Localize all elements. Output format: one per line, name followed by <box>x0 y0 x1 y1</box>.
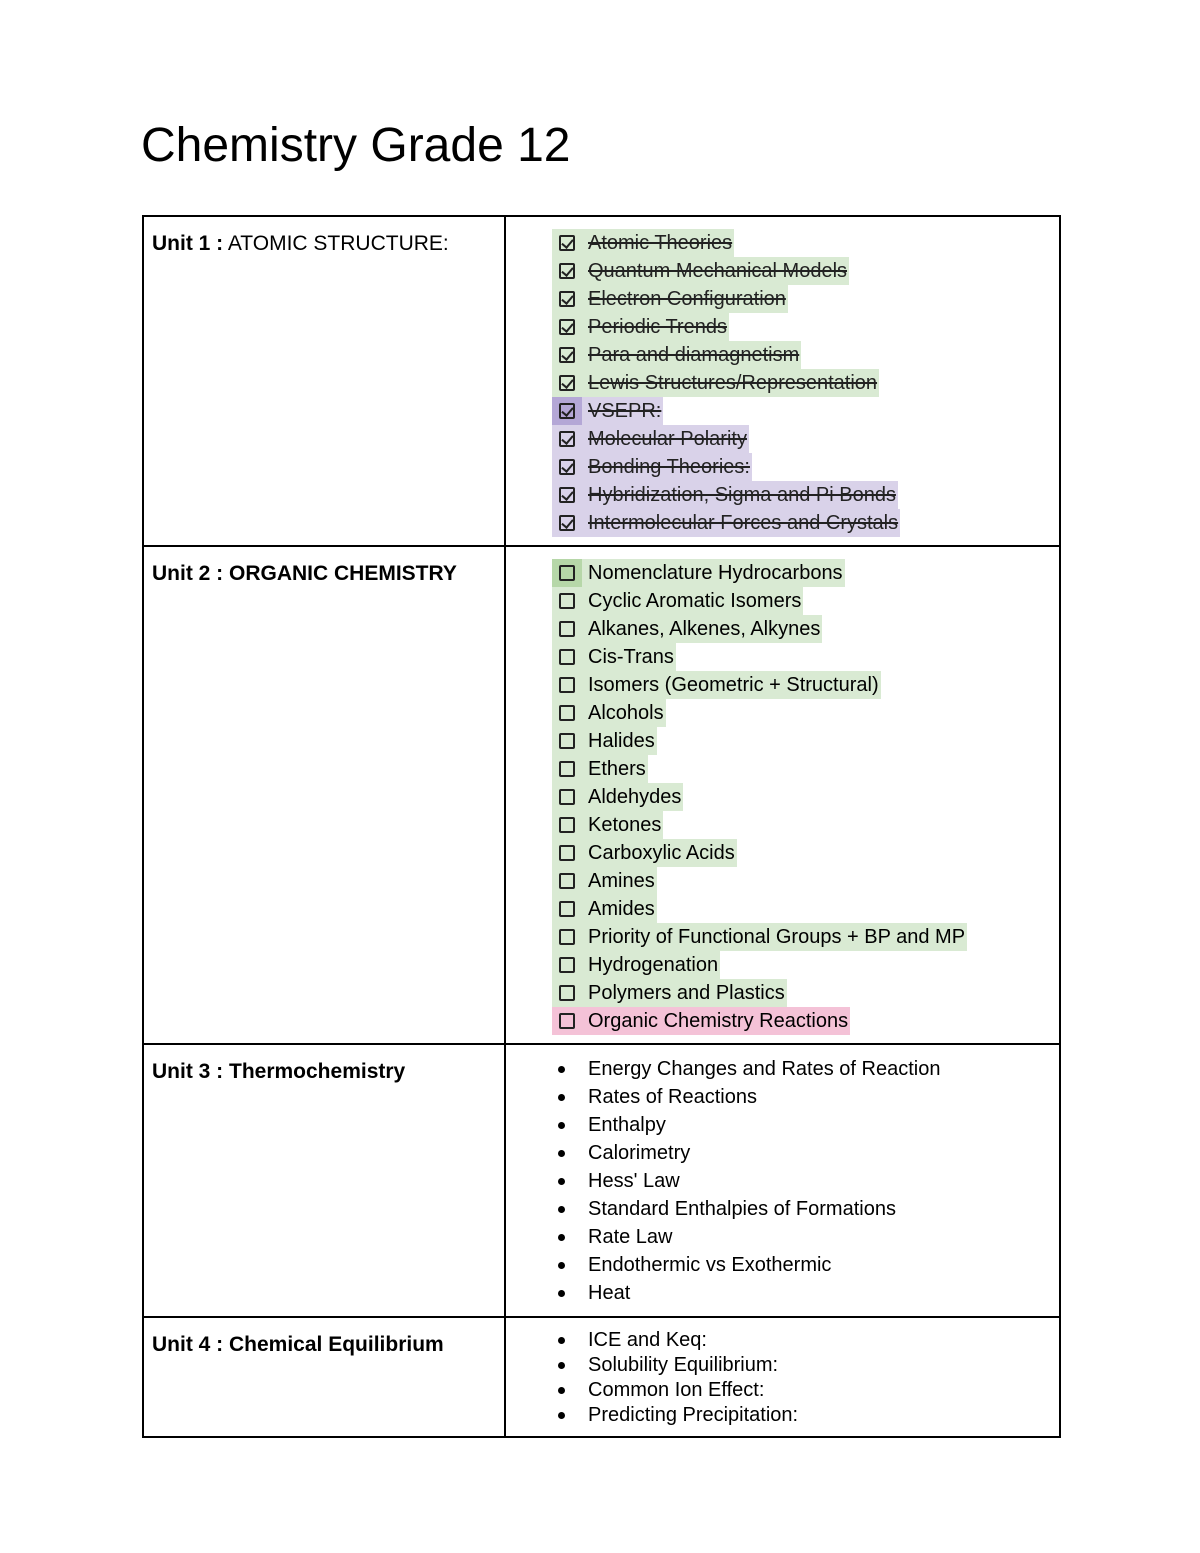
checklist-item-highlight <box>552 425 749 453</box>
checklist-item <box>552 979 1059 1007</box>
checklist-item-highlight <box>552 229 734 257</box>
checkbox-wrapper[interactable] <box>552 839 582 867</box>
checklist-item-highlight <box>552 951 720 979</box>
checklist-item <box>552 867 1059 895</box>
checked-checkbox-icon[interactable] <box>559 431 575 447</box>
unchecked-checkbox-icon[interactable] <box>559 593 575 609</box>
unit-2-title: Unit 2 : ORGANIC CHEMISTRY <box>152 562 457 585</box>
unit-label-cell <box>143 216 505 546</box>
bullet-item <box>552 1251 1059 1279</box>
checklist-item <box>552 257 1059 285</box>
unchecked-checkbox-icon[interactable] <box>559 901 575 917</box>
checklist-item <box>552 397 1059 425</box>
bullet-item-label: Heat <box>588 1281 631 1304</box>
checklist-item-highlight <box>552 257 849 285</box>
page-title: Chemistry Grade 12 <box>141 119 571 172</box>
unchecked-checkbox-icon[interactable] <box>559 733 575 749</box>
checklist-item-label: Quantum Mechanical Models <box>588 259 848 282</box>
checklist-item <box>552 895 1059 923</box>
unchecked-checkbox-icon[interactable] <box>559 873 575 889</box>
checked-checkbox-icon[interactable] <box>559 347 575 363</box>
checklist-item <box>552 425 1059 453</box>
checked-checkbox-icon[interactable] <box>559 403 575 419</box>
bullet-item-label: Predicting Precipitation: <box>588 1404 799 1426</box>
bullet-item-label: Standard Enthalpies of Formations <box>588 1197 896 1220</box>
unit-4-title: Unit 4 : Chemical Equilibrium <box>152 1333 444 1356</box>
checklist-item <box>552 369 1059 397</box>
checked-checkbox-icon[interactable] <box>559 487 575 503</box>
bullet-item-label: Common Ion Effect: <box>588 1379 765 1401</box>
checklist-item-highlight <box>552 453 752 481</box>
checklist-item-label: Molecular Polarity <box>588 427 747 450</box>
bullet-item <box>552 1139 1059 1167</box>
checkbox-wrapper[interactable] <box>552 1007 582 1035</box>
checkbox-wrapper[interactable] <box>552 755 582 783</box>
unchecked-checkbox-icon[interactable] <box>559 929 575 945</box>
checklist-item-highlight <box>552 587 803 615</box>
checklist-item <box>552 699 1059 727</box>
checked-checkbox-icon[interactable] <box>559 263 575 279</box>
checklist-item-highlight <box>552 755 648 783</box>
checked-checkbox-icon[interactable] <box>559 235 575 251</box>
checkbox-wrapper[interactable] <box>552 509 582 537</box>
checklist-item <box>552 229 1059 257</box>
unchecked-checkbox-icon[interactable] <box>559 789 575 805</box>
checklist-item-highlight <box>552 839 737 867</box>
checklist-item-label: Halides <box>588 729 655 752</box>
checklist-item <box>552 783 1059 811</box>
unchecked-checkbox-icon[interactable] <box>559 761 575 777</box>
unit-1-checklist <box>506 217 1059 545</box>
checklist-item <box>552 509 1059 537</box>
bullet-item-label: Rate Law <box>588 1225 673 1248</box>
bullet-item <box>552 1353 1059 1378</box>
bullet-icon <box>558 1150 565 1157</box>
checklist-item <box>552 951 1059 979</box>
unit-4-label <box>144 1318 504 1358</box>
checklist-item-label: Nomenclature Hydrocarbons <box>588 561 843 584</box>
checklist-item-label: Isomers (Geometric + Structural) <box>588 673 879 696</box>
checklist-item-label: Atomic Theories <box>588 231 733 254</box>
checklist-item <box>552 481 1059 509</box>
checklist-item-highlight <box>552 341 801 369</box>
bullet-icon <box>558 1412 565 1419</box>
checkbox-wrapper[interactable] <box>552 559 582 587</box>
bullet-item-label: Endothermic vs Exothermic <box>588 1253 832 1276</box>
checkbox-wrapper[interactable] <box>552 671 582 699</box>
checklist-item <box>552 727 1059 755</box>
checklist-item-highlight <box>552 699 666 727</box>
bullet-item-label: Hess' Law <box>588 1169 680 1192</box>
bullet-icon <box>558 1337 565 1344</box>
checklist-item-label: Cyclic Aromatic Isomers <box>588 589 802 612</box>
bullet-icon <box>558 1387 565 1394</box>
unit-topics-cell <box>505 1317 1060 1437</box>
unit-row <box>143 1044 1060 1317</box>
unit-1-label <box>144 217 504 257</box>
unit-topics-cell <box>505 216 1060 546</box>
unit-2-label <box>144 547 504 587</box>
bullet-icon <box>558 1290 565 1297</box>
checklist-item-label: Alkanes, Alkenes, Alkynes <box>588 617 821 640</box>
checklist-item-highlight <box>552 811 663 839</box>
unit-row <box>143 546 1060 1044</box>
checkbox-wrapper[interactable] <box>552 643 582 671</box>
checklist-item-highlight <box>552 313 729 341</box>
bullet-item <box>552 1279 1059 1307</box>
checklist-item <box>552 313 1059 341</box>
checkbox-wrapper[interactable] <box>552 727 582 755</box>
checklist-item-highlight <box>552 923 967 951</box>
checklist-item-label: Lewis Structures/Representation <box>588 371 878 394</box>
checklist-item-label: Intermolecular Forces and Crystals <box>588 511 899 534</box>
checklist-item-label: Amides <box>588 897 655 920</box>
checkbox-wrapper[interactable] <box>552 341 582 369</box>
checklist-item-label: Aldehydes <box>588 785 682 808</box>
checkbox-wrapper[interactable] <box>552 867 582 895</box>
checkbox-wrapper[interactable] <box>552 587 582 615</box>
unit-row <box>143 216 1060 546</box>
checkbox-wrapper[interactable] <box>552 783 582 811</box>
bullet-icon <box>558 1206 565 1213</box>
checkbox-wrapper[interactable] <box>552 811 582 839</box>
checklist-item-highlight <box>552 895 657 923</box>
unchecked-checkbox-icon[interactable] <box>559 845 575 861</box>
bullet-item <box>552 1195 1059 1223</box>
checklist-item-highlight <box>552 285 788 313</box>
checkbox-wrapper[interactable] <box>552 369 582 397</box>
checklist-item-highlight <box>552 1007 850 1035</box>
checkbox-wrapper[interactable] <box>552 229 582 257</box>
unit-4-bullet-list <box>506 1318 1059 1436</box>
bullet-icon <box>558 1234 565 1241</box>
units-table <box>142 215 1061 1438</box>
bullet-icon <box>558 1094 565 1101</box>
checkbox-wrapper[interactable] <box>552 979 582 1007</box>
checklist-item-highlight <box>552 671 881 699</box>
checkbox-wrapper[interactable] <box>552 425 582 453</box>
checklist-item-label: Para and diamagnetism <box>588 343 800 366</box>
checklist-item <box>552 341 1059 369</box>
checkbox-wrapper[interactable] <box>552 895 582 923</box>
unit-label-cell <box>143 1044 505 1317</box>
unit-3-bullet-list <box>506 1045 1059 1315</box>
checkbox-wrapper[interactable] <box>552 699 582 727</box>
bullet-item <box>552 1328 1059 1353</box>
checklist-item <box>552 839 1059 867</box>
unit-1-title: ATOMIC STRUCTURE: <box>223 232 449 255</box>
checklist-item <box>552 587 1059 615</box>
bullet-item <box>552 1055 1059 1083</box>
checklist-item-label: Priority of Functional Groups + BP and MP <box>588 925 966 948</box>
checklist-item-highlight <box>552 369 879 397</box>
bullet-item <box>552 1167 1059 1195</box>
checklist-item-label: Electron Configuration <box>588 287 786 310</box>
checked-checkbox-icon[interactable] <box>559 515 575 531</box>
checklist-item <box>552 453 1059 481</box>
checked-checkbox-icon[interactable] <box>559 291 575 307</box>
unit-3-label <box>144 1045 504 1085</box>
unit-2-checklist <box>506 547 1059 1043</box>
checklist-item-highlight <box>552 979 787 1007</box>
unit-3-title: Unit 3 : Thermochemistry <box>152 1060 406 1083</box>
unit-label-cell <box>143 546 505 1044</box>
checkbox-wrapper[interactable] <box>552 481 582 509</box>
checklist-item-highlight <box>552 509 900 537</box>
unchecked-checkbox-icon[interactable] <box>559 621 575 637</box>
checked-checkbox-icon[interactable] <box>559 375 575 391</box>
checklist-item-label: Bonding Theories: <box>588 455 750 478</box>
checklist-item-label: Carboxylic Acids <box>588 841 735 864</box>
checkbox-wrapper[interactable] <box>552 313 582 341</box>
bullet-icon <box>558 1066 565 1073</box>
checklist-item-highlight <box>552 727 657 755</box>
checkbox-wrapper[interactable] <box>552 257 582 285</box>
checklist-item-highlight <box>552 481 898 509</box>
checkbox-wrapper[interactable] <box>552 615 582 643</box>
unchecked-checkbox-icon[interactable] <box>559 649 575 665</box>
checklist-item-label: Organic Chemistry Reactions <box>588 1009 849 1032</box>
unit-1-number: Unit 1 : <box>152 232 224 255</box>
unchecked-checkbox-icon[interactable] <box>559 1013 575 1029</box>
checklist-item-highlight <box>552 783 683 811</box>
unit-topics-cell <box>505 546 1060 1044</box>
checkbox-wrapper[interactable] <box>552 397 582 425</box>
checklist-item-label: Cis-Trans <box>588 645 674 668</box>
checklist-item-label: Hydrogenation <box>588 953 719 976</box>
checklist-item-highlight <box>552 397 663 425</box>
checklist-item-label: Ethers <box>588 757 646 780</box>
bullet-item <box>552 1111 1059 1139</box>
bullet-item <box>552 1403 1059 1428</box>
checkbox-wrapper[interactable] <box>552 923 582 951</box>
bullet-item <box>552 1083 1059 1111</box>
checked-checkbox-icon[interactable] <box>559 459 575 475</box>
checklist-item-label: Periodic Trends <box>588 315 727 338</box>
checklist-item <box>552 285 1059 313</box>
unchecked-checkbox-icon[interactable] <box>559 817 575 833</box>
checklist-item-label: Alcohols <box>588 701 664 724</box>
checklist-item <box>552 671 1059 699</box>
checkbox-wrapper[interactable] <box>552 285 582 313</box>
bullet-item <box>552 1223 1059 1251</box>
checklist-item <box>552 811 1059 839</box>
checklist-item <box>552 559 1059 587</box>
unchecked-checkbox-icon[interactable] <box>559 705 575 721</box>
checklist-item-highlight <box>552 559 845 587</box>
bullet-icon <box>558 1362 565 1369</box>
unchecked-checkbox-icon[interactable] <box>559 565 575 581</box>
unchecked-checkbox-icon[interactable] <box>559 677 575 693</box>
checklist-item <box>552 615 1059 643</box>
unchecked-checkbox-icon[interactable] <box>559 957 575 973</box>
bullet-item-label: ICE and Keq: <box>588 1329 707 1351</box>
bullet-item-label: Energy Changes and Rates of Reaction <box>588 1057 941 1080</box>
bullet-icon <box>558 1262 565 1269</box>
unit-label-cell <box>143 1317 505 1437</box>
checklist-item-highlight <box>552 615 822 643</box>
bullet-item-label: Rates of Reactions <box>588 1085 757 1108</box>
checklist-item <box>552 643 1059 671</box>
unit-topics-cell <box>505 1044 1060 1317</box>
unchecked-checkbox-icon[interactable] <box>559 985 575 1001</box>
bullet-icon <box>558 1178 565 1185</box>
checklist-item <box>552 1007 1059 1035</box>
checkbox-wrapper[interactable] <box>552 453 582 481</box>
checklist-item-label: Hybridization, Sigma and Pi Bonds <box>588 483 896 506</box>
checklist-item-highlight <box>552 867 657 895</box>
bullet-item-label: Solubility Equilibrium: <box>588 1354 779 1376</box>
bullet-icon <box>558 1122 565 1129</box>
checklist-item-label: Polymers and Plastics <box>588 981 785 1004</box>
bullet-item <box>552 1378 1059 1403</box>
unit-row <box>143 1317 1060 1437</box>
checked-checkbox-icon[interactable] <box>559 319 575 335</box>
checklist-item-highlight <box>552 643 676 671</box>
checklist-item-label: Amines <box>588 869 655 892</box>
bullet-item-label: Enthalpy <box>588 1113 666 1136</box>
checklist-item-label: VSEPR: <box>588 399 662 422</box>
checklist-item <box>552 755 1059 783</box>
checklist-item-label: Ketones <box>588 813 662 836</box>
checklist-item <box>552 923 1059 951</box>
checkbox-wrapper[interactable] <box>552 951 582 979</box>
bullet-item-label: Calorimetry <box>588 1141 691 1164</box>
